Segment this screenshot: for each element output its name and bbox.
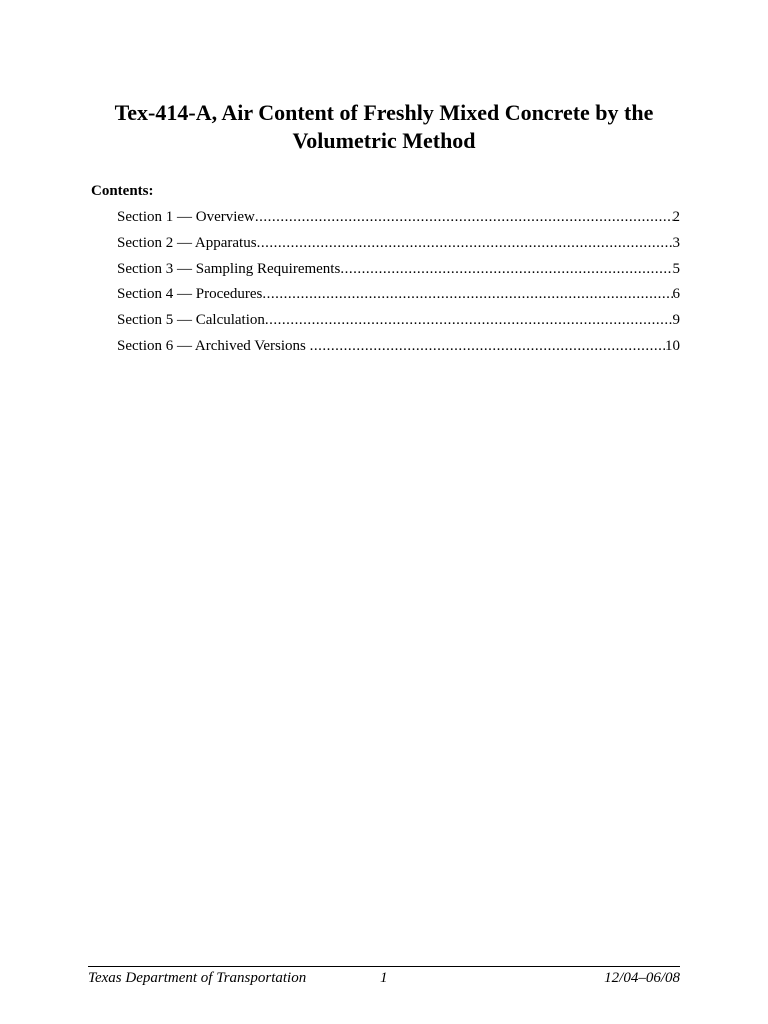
document-title: Tex-414-A, Air Content of Freshly Mixed Concrete by the Volumetric Method	[114, 100, 654, 153]
footer-page-number: 1	[380, 970, 388, 986]
toc-entry-label: Section 6 — Archived Versions	[117, 337, 310, 354]
toc-dot-leader	[262, 285, 672, 303]
toc-dot-leader	[265, 311, 673, 329]
toc-entry-procedures[interactable]	[117, 285, 680, 311]
toc-entry-calculation[interactable]	[117, 311, 680, 337]
toc-entry-label: Section 4 — Procedures	[117, 286, 263, 303]
toc-dot-leader	[255, 208, 673, 226]
toc-entry-page: 9	[672, 312, 680, 329]
toc-entry-page: 5	[672, 260, 680, 277]
toc-dot-leader	[310, 337, 665, 355]
toc-dot-leader	[257, 234, 673, 252]
toc-entry-label: Section 2 — Apparatus	[117, 234, 257, 251]
toc-entry-page: 2	[672, 209, 680, 225]
toc-entry-page: 10	[665, 337, 680, 354]
footer-divider	[88, 966, 680, 967]
toc-entry-archived-versions[interactable]	[117, 337, 680, 363]
toc-entry-sampling-requirements[interactable]	[117, 260, 680, 286]
toc-entry-page: 3	[672, 234, 680, 251]
toc-entry-apparatus[interactable]	[117, 234, 680, 260]
footer-date-range: 12/04–06/08	[604, 970, 680, 986]
footer-organization: Texas Department of Transportation	[88, 970, 307, 986]
toc-entry-label: Section 1 — Overview	[117, 209, 255, 225]
toc-entry-label: Section 5 — Calculation	[117, 312, 265, 329]
toc-entry-label: Section 3 — Sampling Requirements	[117, 260, 341, 277]
toc-entry-overview[interactable]	[117, 208, 680, 234]
table-of-contents	[117, 208, 680, 363]
toc-dot-leader	[340, 260, 672, 278]
toc-entry-page: 6	[672, 286, 680, 303]
contents-heading: Contents:	[91, 183, 154, 199]
